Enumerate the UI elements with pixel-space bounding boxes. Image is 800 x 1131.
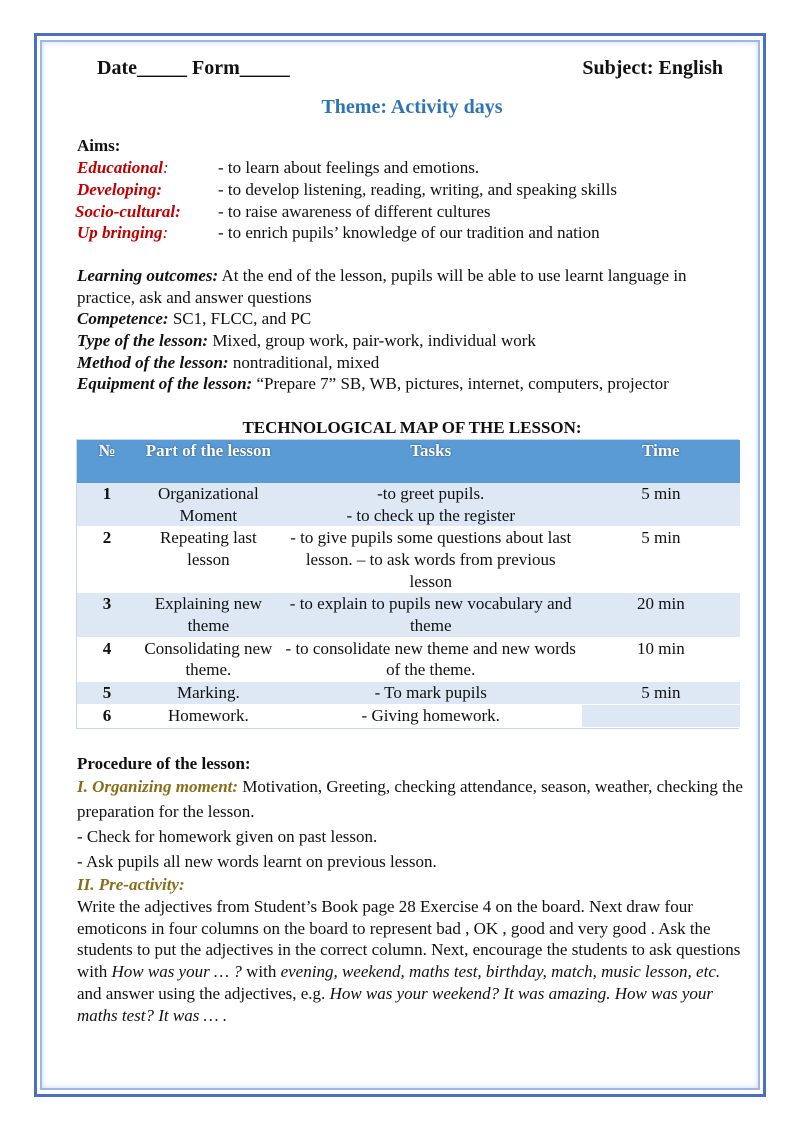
header-row xyxy=(77,58,747,80)
row-part: Explaining new theme xyxy=(137,593,280,637)
competence: Competence: SC1, FLCC, and PC xyxy=(77,309,312,329)
table-row xyxy=(77,527,740,593)
aim-text: - to enrich pupils’ knowledge of our tradition and nation xyxy=(218,223,600,243)
check-homework: - Check for homework given on past lesson. xyxy=(77,827,378,847)
col-header-part: Part of the lesson xyxy=(137,440,280,483)
row-task: -to greet pupils. - to check up the register xyxy=(280,483,582,527)
row-time: 5 min xyxy=(582,483,740,527)
row-time: 5 min xyxy=(582,527,740,593)
row-task: - to give pupils some questions about last lesson. – to ask words from previous lesson xyxy=(280,527,582,593)
pre-activity-text: Write the adjectives from Student’s Book page 28 Exercise 4 on the board. Next draw four emoticons in four columns on the board to represent bad , OK , good and very good . Ask the students to put the adjectives in the correct column. Next, encourage the students to ask questions with How was your … ? with evening, weekend, maths test, birthday, match, music lesson, etc. and answer using the adjectives, e.g. How was your weekend? It was amazing. How was your maths test? It was … . xyxy=(77,896,741,1025)
col-header-time: Time xyxy=(582,440,740,483)
table-row xyxy=(77,682,740,705)
aim-name: Up bringing: xyxy=(77,223,169,243)
row-part: Consolidating new theme. xyxy=(137,637,280,681)
row-part: Organizational Moment xyxy=(137,483,280,527)
row-number: 6 xyxy=(77,704,137,727)
theme-title: Theme: Activity days xyxy=(321,95,503,118)
tech-map-table-wrap xyxy=(76,439,739,729)
row-number: 3 xyxy=(77,593,137,637)
tech-map-table xyxy=(77,440,740,728)
row-number: 1 xyxy=(77,483,137,527)
row-task: - Giving homework. xyxy=(280,704,582,727)
date-form-field: Date_____ Form_____ xyxy=(97,57,290,79)
aim-name: Educational: xyxy=(77,158,169,178)
aim-text: - to raise awareness of different cultures xyxy=(218,201,491,221)
table-row xyxy=(77,593,740,637)
ask-words: - Ask pupils all new words learnt on previous lesson. xyxy=(77,852,437,872)
table-header-row xyxy=(77,440,740,483)
aim-name: Developing: xyxy=(77,179,162,199)
row-task: - to consolidate new theme and new words of the theme. xyxy=(280,637,582,681)
col-header-tasks: Tasks xyxy=(280,440,582,483)
organizing-moment: I. Organizing moment: Motivation, Greeting, checking attendance, season, weather, checking the preparation for the lesson. xyxy=(77,777,743,822)
row-part: Marking. xyxy=(137,682,280,705)
aim-row xyxy=(77,157,747,179)
lesson-type: Type of the lesson: Mixed, group work, pair-work, individual work xyxy=(77,331,536,351)
row-part: Homework. xyxy=(137,704,280,727)
learning-outcomes: Learning outcomes: At the end of the lesson, pupils will be able to use learnt language in practice, ask and answer questions xyxy=(77,265,687,307)
aim-row xyxy=(77,201,747,223)
row-time: 20 min xyxy=(582,593,740,637)
lesson-equipment: Equipment of the lesson: “Prepare 7” SB, WB, pictures, internet, computers, projector xyxy=(77,374,669,394)
row-number: 2 xyxy=(77,527,137,593)
row-time: 5 min xyxy=(582,682,740,705)
aims-list xyxy=(77,157,747,244)
lesson-plan xyxy=(77,58,747,1026)
tech-map-title: TECHNOLOGICAL MAP OF THE LESSON: xyxy=(242,418,582,438)
subject-label: Subject: English xyxy=(582,57,723,79)
procedure-title: Procedure of the lesson: xyxy=(77,753,251,773)
aim-text: - to develop listening, reading, writing, and speaking skills xyxy=(218,179,617,199)
table-row xyxy=(77,483,740,527)
row-number: 4 xyxy=(77,637,137,681)
row-task: - to explain to pupils new vocabulary and theme xyxy=(280,593,582,637)
aim-row xyxy=(77,222,747,244)
aim-row xyxy=(77,179,747,201)
table-row xyxy=(77,704,740,727)
aims-label: Aims: xyxy=(77,136,121,156)
aim-name: Socio-cultural: xyxy=(75,201,181,221)
row-number: 5 xyxy=(77,682,137,705)
table-row xyxy=(77,637,740,681)
lesson-method: Method of the lesson: nontraditional, mixed xyxy=(77,352,380,372)
col-header-number: № xyxy=(77,440,137,483)
aim-text: - to learn about feelings and emotions. xyxy=(218,158,480,178)
row-part: Repeating last lesson xyxy=(137,527,280,593)
row-task: - To mark pupils xyxy=(280,682,582,705)
pre-activity-label: II. Pre-activity: xyxy=(77,875,185,895)
row-time xyxy=(582,704,740,727)
row-time: 10 min xyxy=(582,637,740,681)
